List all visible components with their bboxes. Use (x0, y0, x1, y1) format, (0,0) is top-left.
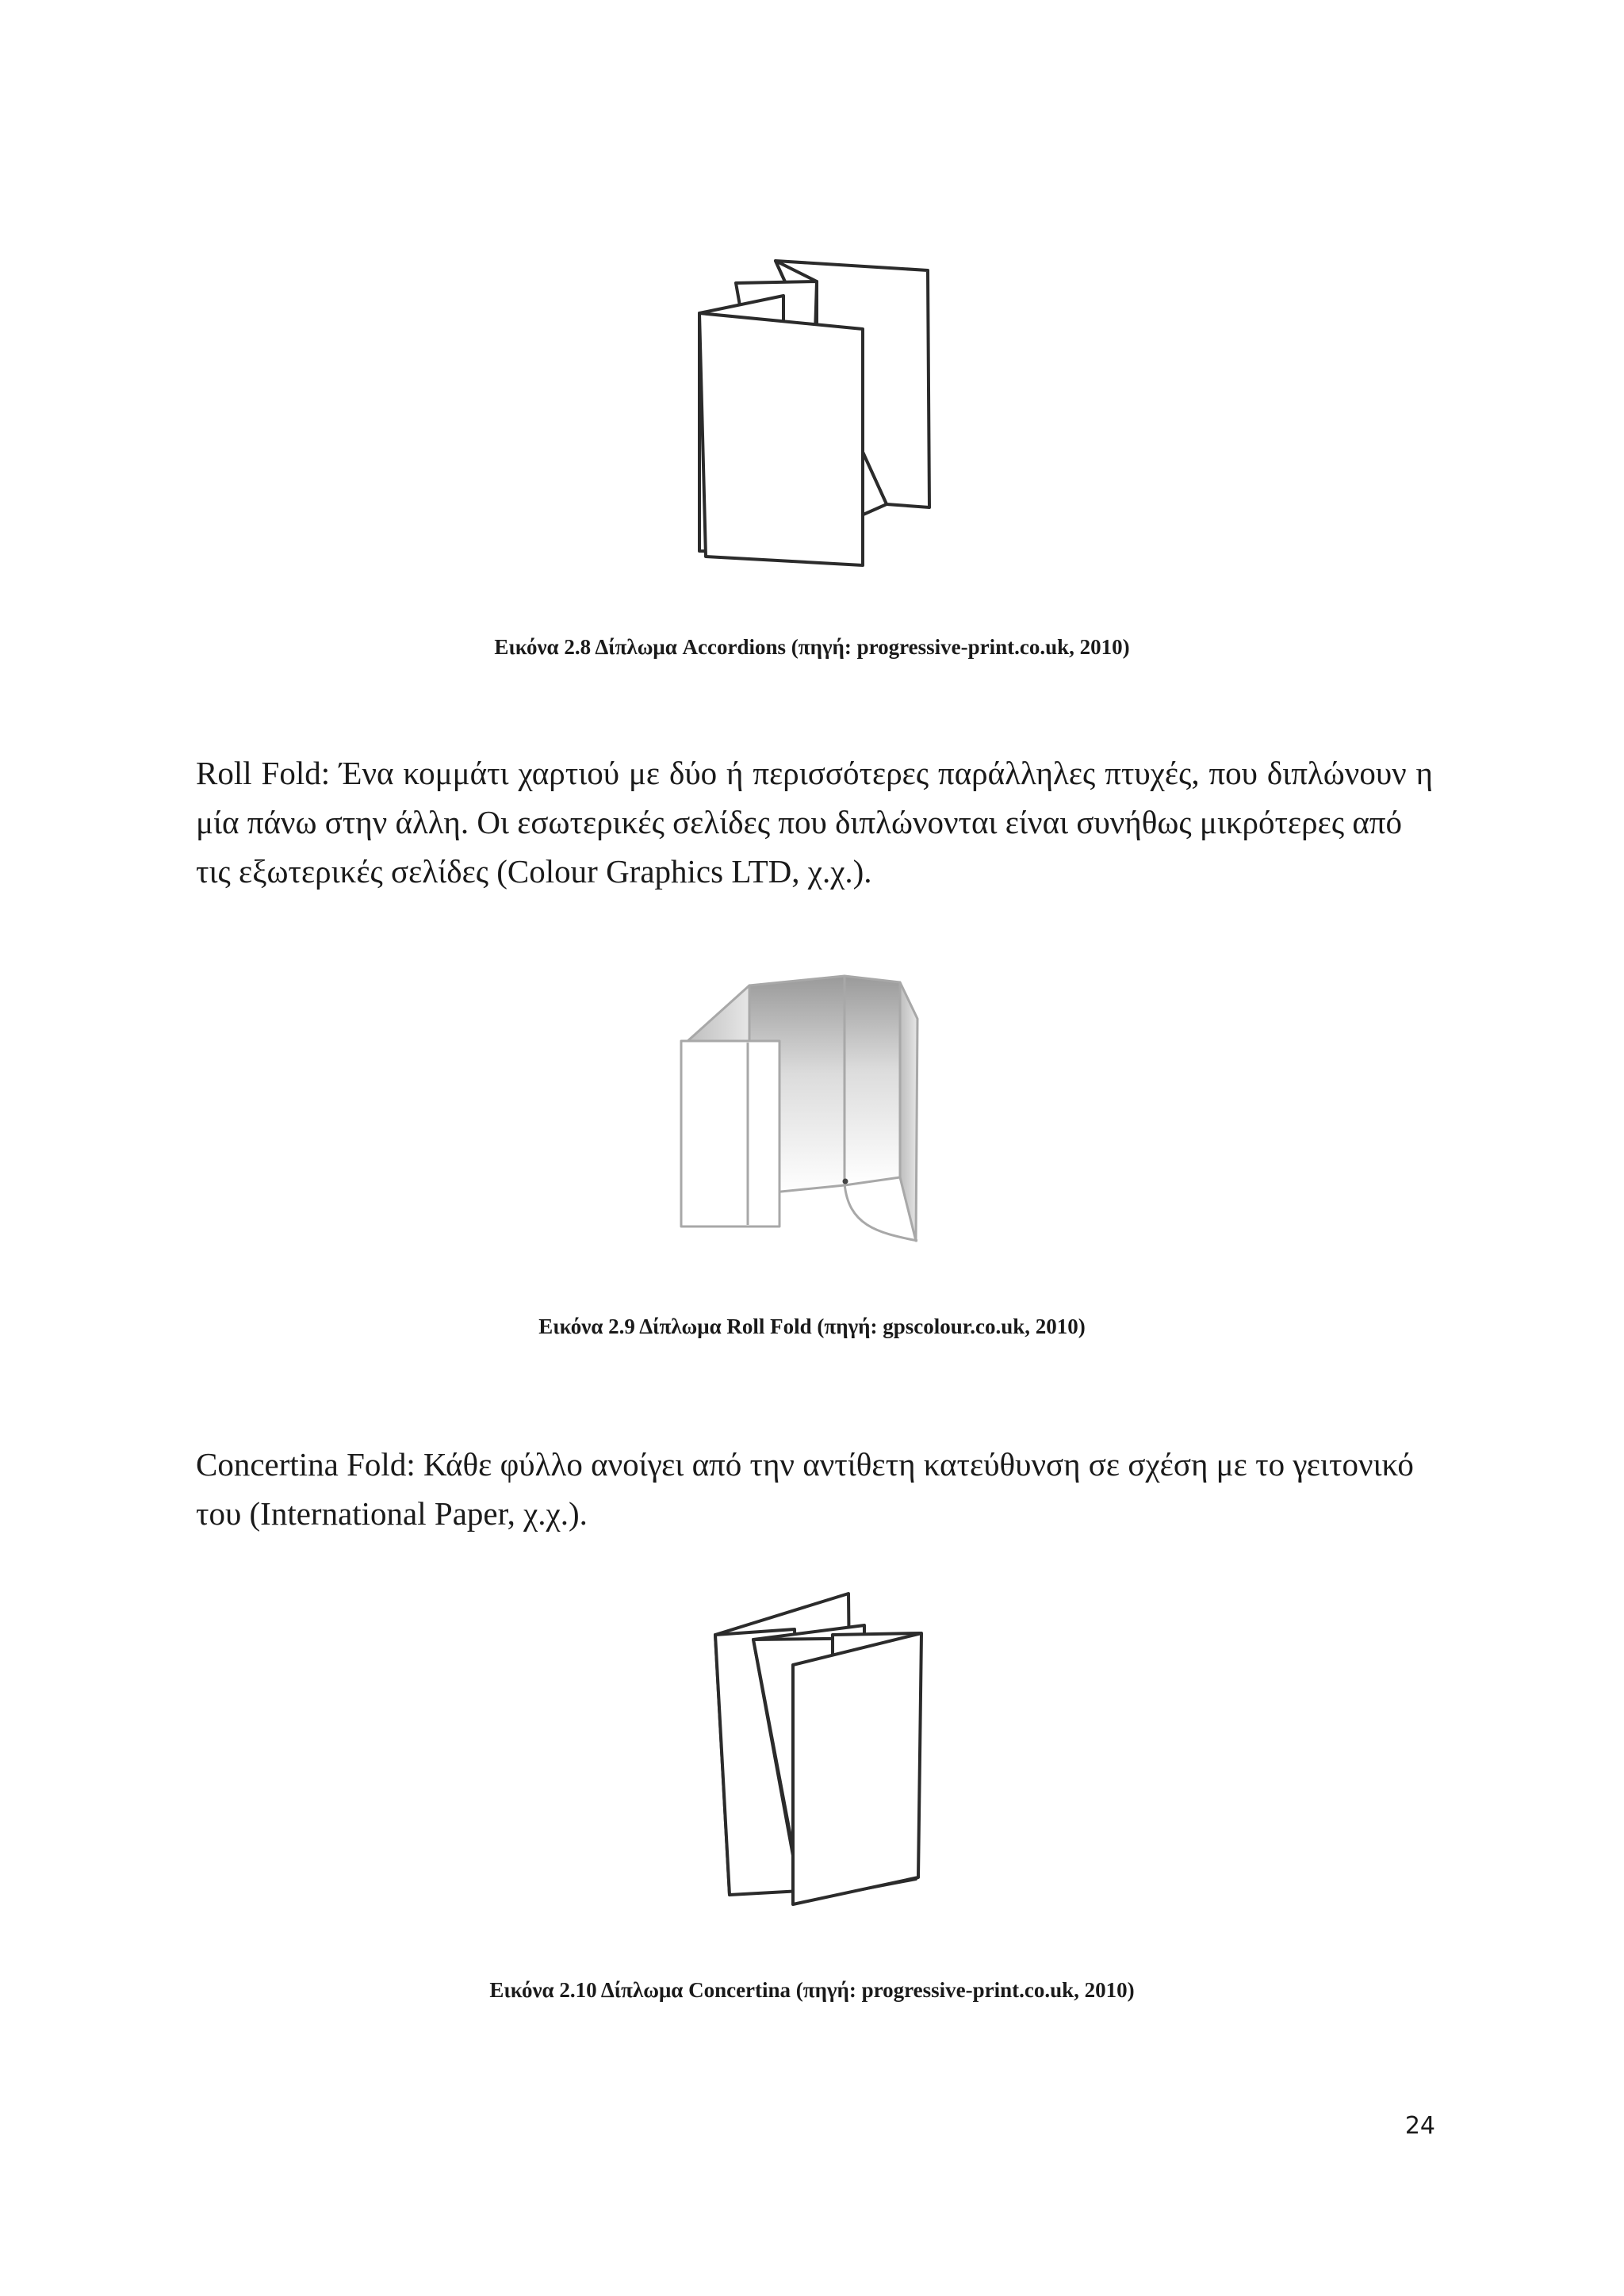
figure-caption-2-8: Εικόνα 2.8 Δίπλωμα Accordions (πηγή: progressive-print.co.uk, 2010) (494, 635, 1130, 659)
paragraph-line: Roll Fold: Ένα κομμάτι χαρτιού με δύο ή περισσότερες παράλληλες πτυχές, που διπλώνουν η (196, 755, 1433, 791)
paragraph-line: τις εξωτερικές σελίδες (Colour Graphics LTD, χ.χ.). (196, 853, 872, 890)
paragraph-roll-fold (196, 748, 1433, 896)
figure-caption-2-10: Εικόνα 2.10 Δίπλωμα Concertina (πηγή: progressive-print.co.uk, 2010) (489, 1978, 1135, 2002)
paragraph-line: του (International Paper, χ.χ.). (196, 1495, 588, 1532)
paragraph-line: μία πάνω στην άλλη. Οι εσωτερικές σελίδες που διπλώνονται είναι συνήθως μικρότερες από (196, 804, 1403, 840)
roll-fold-illustration (670, 971, 971, 1253)
accordion-fold-illustration (690, 250, 936, 579)
paragraph-line: Concertina Fold: Κάθε φύλλο ανοίγει από την αντίθετη κατεύθυνση σε σχέση με το γειτονικό (196, 1446, 1414, 1483)
figure-caption-2-9: Εικόνα 2.9 Δίπλωμα Roll Fold (πηγή: gpscolour.co.uk, 2010) (538, 1314, 1086, 1338)
paragraph-concertina-fold (196, 1440, 1433, 1538)
page-number: 24 (1404, 2112, 1435, 2140)
concertina-fold-illustration (706, 1586, 936, 1915)
